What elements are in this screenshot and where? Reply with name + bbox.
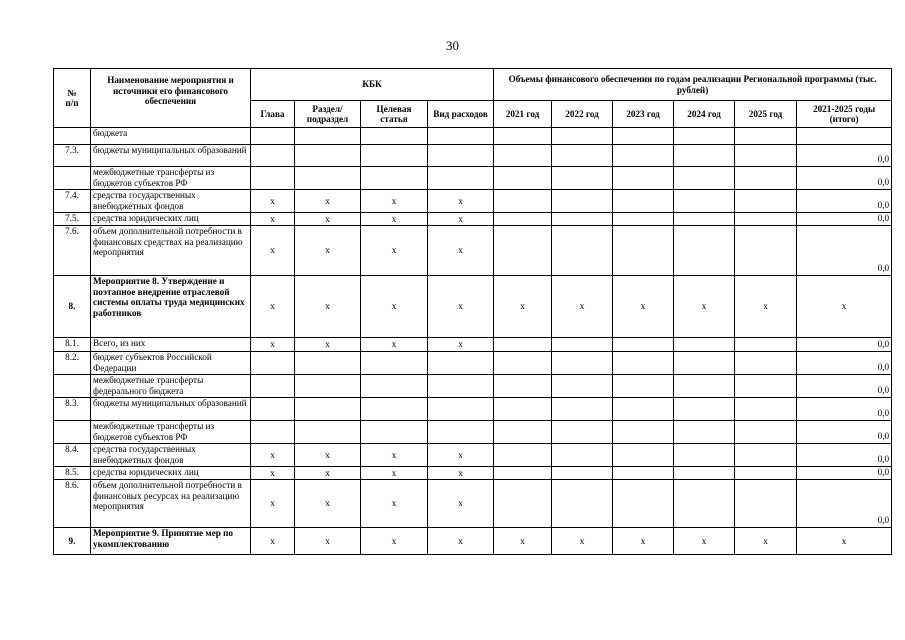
year-cell bbox=[494, 352, 552, 375]
year-cell bbox=[735, 421, 797, 444]
kbk-cell: х bbox=[428, 276, 494, 338]
year-cell bbox=[613, 190, 674, 213]
row-number bbox=[54, 128, 91, 145]
kbk-cell: х bbox=[361, 226, 428, 276]
header-razdel: Раздел/ подраздел bbox=[295, 101, 361, 128]
year-cell bbox=[613, 213, 674, 226]
total-cell: 0,0 bbox=[797, 167, 892, 190]
year-cell bbox=[552, 213, 613, 226]
row-number: 8. bbox=[54, 276, 91, 338]
total-cell: 0,0 bbox=[797, 444, 892, 467]
row-name: Мероприятие 8. Утверждение и поэтапное внедрение отраслевой системы оплаты труда медицинских работников bbox=[91, 276, 251, 338]
kbk-cell: х bbox=[361, 190, 428, 213]
year-cell bbox=[674, 190, 735, 213]
table-row bbox=[54, 338, 892, 352]
header-volumes: Объемы финансового обеспечения по годам реализации Региональной программы (тыс. рублей) bbox=[494, 69, 892, 101]
header-2024: 2024 год bbox=[674, 101, 735, 128]
year-cell bbox=[552, 444, 613, 467]
year-cell bbox=[494, 480, 552, 528]
year-cell bbox=[494, 375, 552, 398]
total-cell: 0,0 bbox=[797, 375, 892, 398]
year-cell bbox=[494, 145, 552, 167]
kbk-cell: х bbox=[295, 467, 361, 480]
row-name: средства юридических лиц bbox=[91, 213, 251, 226]
year-cell: х bbox=[552, 528, 613, 555]
table-row bbox=[54, 480, 892, 528]
row-number: 7.6. bbox=[54, 226, 91, 276]
year-cell bbox=[494, 421, 552, 444]
kbk-cell bbox=[295, 375, 361, 398]
year-cell bbox=[735, 190, 797, 213]
kbk-cell bbox=[295, 352, 361, 375]
kbk-cell: х bbox=[295, 190, 361, 213]
year-cell bbox=[552, 128, 613, 145]
year-cell bbox=[494, 338, 552, 352]
year-cell bbox=[613, 145, 674, 167]
table-row bbox=[54, 528, 892, 555]
year-cell bbox=[613, 444, 674, 467]
year-cell bbox=[494, 213, 552, 226]
row-number: 8.1. bbox=[54, 338, 91, 352]
table-row bbox=[54, 444, 892, 467]
header-kbk: КБК bbox=[251, 69, 494, 101]
year-cell bbox=[552, 145, 613, 167]
kbk-cell: х bbox=[295, 480, 361, 528]
kbk-cell: х bbox=[428, 190, 494, 213]
kbk-cell bbox=[361, 375, 428, 398]
year-cell bbox=[674, 421, 735, 444]
header-2022: 2022 год bbox=[552, 101, 613, 128]
table-row bbox=[54, 190, 892, 213]
table-row bbox=[54, 226, 892, 276]
year-cell bbox=[735, 128, 797, 145]
year-cell bbox=[613, 226, 674, 276]
header-row-top bbox=[54, 69, 892, 101]
year-cell: х bbox=[613, 528, 674, 555]
row-number: 8.5. bbox=[54, 467, 91, 480]
table-row bbox=[54, 128, 892, 145]
table-row bbox=[54, 375, 892, 398]
kbk-cell bbox=[361, 145, 428, 167]
year-cell bbox=[674, 375, 735, 398]
table-row bbox=[54, 421, 892, 444]
year-cell bbox=[613, 480, 674, 528]
year-cell bbox=[494, 467, 552, 480]
year-cell: х bbox=[674, 528, 735, 555]
year-cell: х bbox=[674, 276, 735, 338]
kbk-cell: х bbox=[295, 226, 361, 276]
year-cell bbox=[735, 467, 797, 480]
year-cell bbox=[552, 421, 613, 444]
year-cell bbox=[674, 338, 735, 352]
kbk-cell: х bbox=[361, 528, 428, 555]
kbk-cell bbox=[361, 167, 428, 190]
row-number bbox=[54, 421, 91, 444]
kbk-cell: х bbox=[428, 480, 494, 528]
kbk-cell: х bbox=[428, 444, 494, 467]
kbk-cell: х bbox=[361, 480, 428, 528]
year-cell bbox=[674, 145, 735, 167]
table-body bbox=[54, 128, 892, 555]
page-number: 30 bbox=[446, 38, 459, 53]
year-cell: х bbox=[735, 528, 797, 555]
kbk-cell bbox=[361, 398, 428, 421]
year-cell bbox=[494, 398, 552, 421]
kbk-cell bbox=[428, 167, 494, 190]
table-row bbox=[54, 276, 892, 338]
kbk-cell: х bbox=[295, 444, 361, 467]
year-cell: х bbox=[494, 528, 552, 555]
year-cell bbox=[613, 167, 674, 190]
kbk-cell bbox=[428, 145, 494, 167]
table-row bbox=[54, 145, 892, 167]
kbk-cell: х bbox=[251, 226, 295, 276]
total-cell: 0,0 bbox=[797, 213, 892, 226]
kbk-cell: х bbox=[295, 338, 361, 352]
total-cell: х bbox=[797, 528, 892, 555]
row-number: 8.6. bbox=[54, 480, 91, 528]
year-cell bbox=[552, 480, 613, 528]
kbk-cell: х bbox=[361, 213, 428, 226]
kbk-cell: х bbox=[361, 276, 428, 338]
header-total: 2021-2025 годы (итого) bbox=[797, 101, 892, 128]
kbk-cell: х bbox=[251, 480, 295, 528]
kbk-cell: х bbox=[428, 528, 494, 555]
total-cell: 0,0 bbox=[797, 398, 892, 421]
row-name: объем дополнительной потребности в финансовых средствах на реализацию мероприятия bbox=[91, 226, 251, 276]
year-cell: х bbox=[735, 276, 797, 338]
kbk-cell bbox=[428, 421, 494, 444]
table-row bbox=[54, 213, 892, 226]
row-number: 8.2. bbox=[54, 352, 91, 375]
year-cell bbox=[552, 338, 613, 352]
year-cell bbox=[494, 190, 552, 213]
year-cell bbox=[494, 444, 552, 467]
year-cell: х bbox=[552, 276, 613, 338]
header-glava: Глава bbox=[251, 101, 295, 128]
total-cell: 0,0 bbox=[797, 421, 892, 444]
kbk-cell bbox=[251, 128, 295, 145]
year-cell bbox=[674, 398, 735, 421]
year-cell bbox=[552, 398, 613, 421]
kbk-cell bbox=[295, 145, 361, 167]
total-cell: 0,0 bbox=[797, 145, 892, 167]
kbk-cell bbox=[295, 167, 361, 190]
kbk-cell: х bbox=[295, 213, 361, 226]
kbk-cell: х bbox=[295, 276, 361, 338]
year-cell bbox=[494, 167, 552, 190]
kbk-cell: х bbox=[295, 528, 361, 555]
kbk-cell: х bbox=[251, 190, 295, 213]
header-num: № п/п bbox=[54, 69, 91, 128]
kbk-cell: х bbox=[361, 444, 428, 467]
row-name: межбюджетные трансферты федерального бюджета bbox=[91, 375, 251, 398]
year-cell bbox=[494, 226, 552, 276]
year-cell bbox=[735, 213, 797, 226]
year-cell bbox=[613, 128, 674, 145]
year-cell bbox=[735, 352, 797, 375]
row-number: 7.5. bbox=[54, 213, 91, 226]
kbk-cell: х bbox=[428, 213, 494, 226]
year-cell bbox=[613, 375, 674, 398]
year-cell: х bbox=[494, 276, 552, 338]
year-cell bbox=[674, 352, 735, 375]
total-cell: 0,0 bbox=[797, 480, 892, 528]
year-cell bbox=[552, 226, 613, 276]
year-cell bbox=[552, 375, 613, 398]
row-name: средства государственных внебюджетных фондов bbox=[91, 444, 251, 467]
kbk-cell bbox=[251, 375, 295, 398]
year-cell: х bbox=[613, 276, 674, 338]
year-cell bbox=[552, 467, 613, 480]
year-cell bbox=[552, 167, 613, 190]
year-cell bbox=[735, 338, 797, 352]
year-cell bbox=[552, 352, 613, 375]
table-row bbox=[54, 167, 892, 190]
row-name: объем дополнительной потребности в финансовых ресурсах на реализацию мероприятия bbox=[91, 480, 251, 528]
header-2023: 2023 год bbox=[613, 101, 674, 128]
year-cell bbox=[735, 398, 797, 421]
year-cell bbox=[674, 467, 735, 480]
kbk-cell: х bbox=[251, 528, 295, 555]
row-name: бюджет субъектов Российской Федерации bbox=[91, 352, 251, 375]
total-cell: 0,0 bbox=[797, 352, 892, 375]
total-cell: 0,0 bbox=[797, 190, 892, 213]
header-2021: 2021 год bbox=[494, 101, 552, 128]
year-cell bbox=[613, 338, 674, 352]
kbk-cell: х bbox=[251, 338, 295, 352]
kbk-cell: х bbox=[251, 276, 295, 338]
table-row bbox=[54, 352, 892, 375]
kbk-cell bbox=[295, 421, 361, 444]
year-cell bbox=[735, 375, 797, 398]
header-name: Наименование мероприятия и источники его финансового обеспечения bbox=[91, 69, 251, 128]
year-cell bbox=[674, 480, 735, 528]
row-name: бюджеты муниципальных образований bbox=[91, 398, 251, 421]
kbk-cell: х bbox=[361, 338, 428, 352]
table-row bbox=[54, 398, 892, 421]
row-name: Мероприятие 9. Принятие мер по укомплектованию bbox=[91, 528, 251, 555]
year-cell bbox=[735, 226, 797, 276]
year-cell bbox=[674, 128, 735, 145]
row-number: 9. bbox=[54, 528, 91, 555]
kbk-cell: х bbox=[361, 467, 428, 480]
kbk-cell: х bbox=[251, 444, 295, 467]
header-vid: Вид расходов bbox=[428, 101, 494, 128]
header-celevaya: Целевая статья bbox=[361, 101, 428, 128]
kbk-cell bbox=[251, 167, 295, 190]
row-number: 7.4. bbox=[54, 190, 91, 213]
header-2025: 2025 год bbox=[735, 101, 797, 128]
kbk-cell bbox=[295, 398, 361, 421]
year-cell bbox=[735, 480, 797, 528]
kbk-cell: х bbox=[428, 338, 494, 352]
row-name: межбюджетные трансферты из бюджетов субъектов РФ bbox=[91, 421, 251, 444]
row-name: средства государственных внебюджетных фондов bbox=[91, 190, 251, 213]
table-row bbox=[54, 467, 892, 480]
year-cell bbox=[613, 421, 674, 444]
year-cell bbox=[735, 444, 797, 467]
year-cell bbox=[613, 398, 674, 421]
total-cell: 0,0 bbox=[797, 467, 892, 480]
kbk-cell bbox=[361, 352, 428, 375]
kbk-cell bbox=[361, 421, 428, 444]
kbk-cell bbox=[295, 128, 361, 145]
row-number: 8.3. bbox=[54, 398, 91, 421]
row-name: межбюджетные трансферты из бюджетов субъектов РФ bbox=[91, 167, 251, 190]
kbk-cell bbox=[251, 352, 295, 375]
year-cell bbox=[674, 213, 735, 226]
row-number: 7.3. bbox=[54, 145, 91, 167]
year-cell bbox=[735, 167, 797, 190]
row-name: бюджета bbox=[91, 128, 251, 145]
total-cell: 0,0 bbox=[797, 338, 892, 352]
row-name: средства юридических лиц bbox=[91, 467, 251, 480]
row-number bbox=[54, 167, 91, 190]
year-cell bbox=[494, 128, 552, 145]
row-number bbox=[54, 375, 91, 398]
kbk-cell bbox=[251, 421, 295, 444]
year-cell bbox=[552, 190, 613, 213]
kbk-cell: х bbox=[251, 467, 295, 480]
year-cell bbox=[674, 226, 735, 276]
year-cell bbox=[735, 145, 797, 167]
total-cell: 0,0 bbox=[797, 226, 892, 276]
kbk-cell bbox=[251, 398, 295, 421]
kbk-cell bbox=[428, 375, 494, 398]
financing-table bbox=[53, 68, 892, 555]
row-name: Всего, из них bbox=[91, 338, 251, 352]
total-cell: х bbox=[797, 276, 892, 338]
year-cell bbox=[613, 467, 674, 480]
kbk-cell: х bbox=[251, 213, 295, 226]
row-name: бюджеты муниципальных образований bbox=[91, 145, 251, 167]
year-cell bbox=[674, 444, 735, 467]
kbk-cell bbox=[428, 352, 494, 375]
row-number: 8.4. bbox=[54, 444, 91, 467]
kbk-cell bbox=[251, 145, 295, 167]
kbk-cell: х bbox=[428, 226, 494, 276]
kbk-cell bbox=[428, 128, 494, 145]
kbk-cell bbox=[361, 128, 428, 145]
kbk-cell: х bbox=[428, 467, 494, 480]
year-cell bbox=[613, 352, 674, 375]
kbk-cell bbox=[428, 398, 494, 421]
year-cell bbox=[674, 167, 735, 190]
total-cell bbox=[797, 128, 892, 145]
